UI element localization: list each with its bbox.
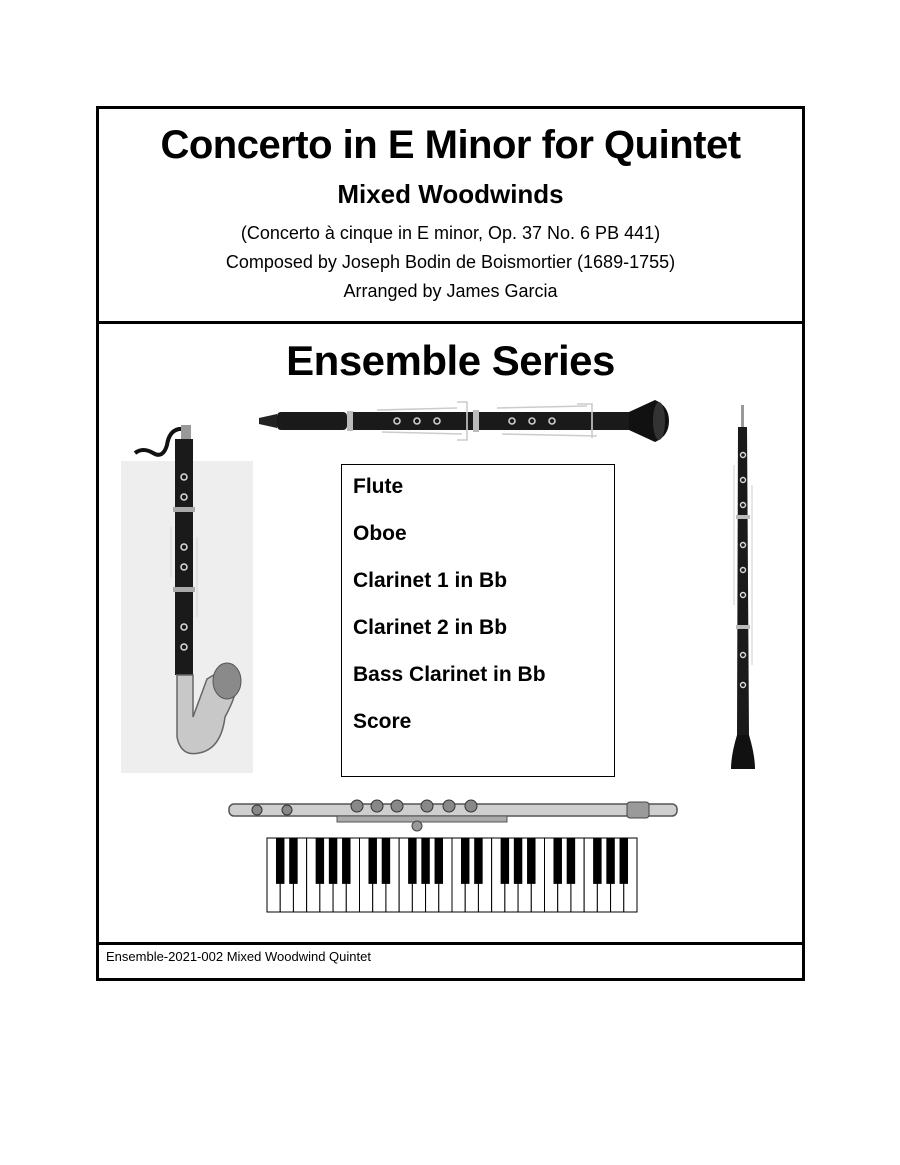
original-title: (Concerto à cinque in E minor, Op. 37 No. 6 PB 441) xyxy=(240,223,661,243)
black-key xyxy=(342,838,350,884)
title-block xyxy=(99,109,802,324)
bass-clarinet-icon xyxy=(121,417,253,773)
part-bass-clarinet: Bass Clarinet in Bb xyxy=(353,663,546,686)
part-score: Score xyxy=(353,710,412,733)
black-key xyxy=(329,838,337,884)
series-title: Ensemble Series xyxy=(286,337,615,384)
black-key xyxy=(421,838,429,884)
part-clarinet-1: Clarinet 1 in Bb xyxy=(353,569,508,592)
black-key xyxy=(514,838,522,884)
piano-keyboard-icon xyxy=(267,838,637,912)
cover-frame xyxy=(96,106,805,981)
black-key xyxy=(501,838,509,884)
black-key xyxy=(435,838,443,884)
black-key xyxy=(527,838,535,884)
black-key xyxy=(553,838,561,884)
parts-list xyxy=(341,464,615,777)
black-key xyxy=(408,838,416,884)
page-title: Concerto in E Minor for Quintet xyxy=(160,123,741,167)
clarinet-icon xyxy=(257,396,672,446)
footer-text: Ensemble-2021-002 Mixed Woodwind Quintet xyxy=(106,949,371,964)
black-key xyxy=(474,838,482,884)
part-oboe: Oboe xyxy=(353,522,407,545)
black-key xyxy=(567,838,575,884)
page-subtitle: Mixed Woodwinds xyxy=(337,179,564,209)
part-flute: Flute xyxy=(353,475,404,498)
black-key xyxy=(276,838,284,884)
composer-credit: Composed by Joseph Bodin de Boismortier (1689-1755) xyxy=(225,252,676,272)
arranger-credit: Arranged by James Garcia xyxy=(343,281,558,301)
footer xyxy=(99,942,802,981)
oboe-icon xyxy=(723,405,763,777)
black-key xyxy=(620,838,628,884)
black-key xyxy=(593,838,601,884)
black-key xyxy=(368,838,376,884)
black-key xyxy=(461,838,469,884)
flute-icon xyxy=(227,794,679,834)
black-key xyxy=(289,838,297,884)
part-clarinet-2: Clarinet 2 in Bb xyxy=(353,616,508,639)
black-key xyxy=(606,838,614,884)
black-key xyxy=(382,838,390,884)
black-key xyxy=(316,838,324,884)
